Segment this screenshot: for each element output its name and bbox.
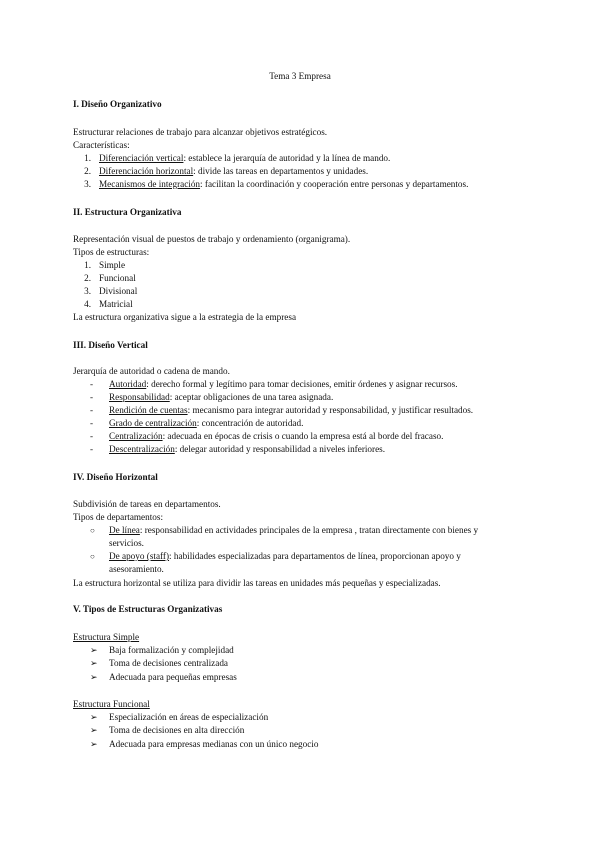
arrow-bullet-icon: ➢: [90, 739, 98, 749]
section-4-note: La estructura horizontal se utiliza para dividir las tareas en unidades más pequeñas y especializadas.: [73, 578, 441, 588]
list-item: [90, 738, 318, 751]
arrow-bullet-icon: ➢: [90, 672, 98, 682]
section-2-label: Tipos de estructuras:: [73, 247, 150, 257]
list-text: : mecanismo para integrar autoridad y responsabilidad, y justificar resultados.: [187, 405, 474, 415]
arrow-bullet-icon: ➢: [90, 658, 98, 668]
list-text: Adecuada para empresas medianas con un único negocio: [109, 739, 319, 749]
list-text: : concentración de autoridad.: [196, 418, 304, 428]
section-1-paragraph: Estructurar relaciones de trabajo para alcanzar objetivos estratégicos.: [73, 127, 328, 137]
list-item: [90, 550, 461, 563]
dash-bullet: -: [90, 379, 94, 389]
section-3-paragraph: Jerarquía de autoridad o cadena de mando.: [73, 366, 230, 376]
list-item: [90, 391, 333, 404]
section-2-heading: II. Estructura Organizativa: [73, 207, 182, 217]
list-item: [73, 298, 133, 311]
list-text: : facilitan la coordinación y cooperación entre personas y departamentos.: [200, 179, 469, 189]
list-text: Especialización en áreas de especialización: [109, 712, 269, 722]
section-3-heading: III. Diseño Vertical: [73, 340, 148, 350]
list-item: [90, 711, 268, 724]
list-item: [73, 165, 368, 178]
dash-bullet: -: [90, 418, 94, 428]
list-text: Adecuada para pequeñas empresas: [109, 672, 237, 682]
subsection-funcional-label: Estructura Funcional: [73, 699, 150, 709]
list-item: [90, 378, 458, 391]
section-4-paragraph: Subdivisión de tareas en departamentos.: [73, 499, 221, 509]
list-text: Funcional: [99, 273, 136, 283]
list-number: 2.: [84, 273, 91, 283]
dash-bullet: -: [90, 392, 94, 402]
list-item: [90, 671, 237, 684]
section-4-label: Tipos de departamentos:: [73, 512, 163, 522]
list-number: 3.: [84, 179, 91, 189]
list-term: Grado de centralización: [109, 418, 197, 428]
list-term: De línea: [109, 525, 140, 535]
list-text: : adecuada en épocas de crisis o cuando la empresa está al borde del fracaso.: [162, 431, 444, 441]
list-item: [90, 657, 228, 670]
arrow-bullet-icon: ➢: [90, 725, 98, 735]
list-item-continuation: servicios.: [109, 538, 144, 548]
list-item: [90, 644, 234, 657]
list-item: [90, 524, 478, 537]
dash-bullet: -: [90, 431, 94, 441]
list-item-continuation: asesoramiento.: [109, 564, 164, 574]
list-term: Diferenciación horizontal: [99, 166, 194, 176]
list-term: Diferenciación vertical: [99, 153, 184, 163]
list-term: De apoyo (staff): [109, 551, 170, 561]
list-item: [73, 259, 125, 272]
list-text: : divide las tareas en departamentos y unidades.: [193, 166, 369, 176]
list-item: [73, 152, 390, 165]
list-term: Responsabilidad: [109, 392, 170, 402]
list-item: [90, 404, 473, 417]
list-number: 1.: [84, 153, 91, 163]
list-number: 1.: [84, 260, 91, 270]
list-text: : responsabilidad en actividades principales de la empresa , tratan directamente con bienes y: [139, 525, 479, 535]
list-number: 3.: [84, 286, 91, 296]
dash-bullet: -: [90, 444, 94, 454]
list-text: Baja formalización y complejidad: [109, 645, 234, 655]
section-1-label: Características:: [73, 140, 130, 150]
list-text: Simple: [99, 260, 126, 270]
list-item: [90, 430, 443, 443]
arrow-bullet-icon: ➢: [90, 712, 98, 722]
list-item: [90, 443, 385, 456]
list-text: : establece la jerarquía de autoridad y la línea de mando.: [183, 153, 391, 163]
section-1-heading: I. Diseño Organizativo: [73, 99, 162, 109]
section-2-note: La estructura organizativa sigue a la estrategia de la empresa: [73, 312, 297, 322]
dash-bullet: -: [90, 405, 94, 415]
list-text: Toma de decisiones en alta dirección: [109, 725, 245, 735]
document-title: Tema 3 Empresa: [269, 71, 331, 81]
list-term: Autoridad: [109, 379, 147, 389]
list-item: [90, 724, 244, 737]
list-item: [73, 272, 136, 285]
list-text: Divisional: [99, 286, 138, 296]
list-text: : habilidades especializadas para departamentos de línea, proporcionan apoyo y: [169, 551, 461, 561]
section-4-heading: IV. Diseño Horizontal: [73, 472, 158, 482]
circle-bullet: ○: [90, 552, 95, 561]
list-number: 4.: [84, 299, 91, 309]
list-item: [73, 285, 137, 298]
section-5-heading: V. Tipos de Estructuras Organizativas: [73, 604, 223, 614]
list-text: : delegar autoridad y responsabilidad a niveles inferiores.: [174, 444, 386, 454]
list-term: Mecanismos de integración: [99, 179, 201, 189]
list-item: [90, 417, 303, 430]
list-term: Centralización: [109, 431, 163, 441]
list-item: [73, 178, 468, 191]
section-2-paragraph: Representación visual de puestos de trabajo y ordenamiento (organigrama).: [73, 234, 351, 244]
list-term: Rendición de cuentas: [109, 405, 188, 415]
list-number: 2.: [84, 166, 91, 176]
subsection-simple-label: Estructura Simple: [73, 632, 140, 642]
arrow-bullet-icon: ➢: [90, 645, 98, 655]
list-term: Descentralización: [109, 444, 175, 454]
list-text: : derecho formal y legítimo para tomar decisiones, emitir órdenes y asignar recursos.: [146, 379, 458, 389]
list-text: : aceptar obligaciones de una tarea asignada.: [169, 392, 334, 402]
list-text: Matricial: [99, 299, 133, 309]
circle-bullet: ○: [90, 526, 95, 535]
list-text: Toma de decisiones centralizada: [109, 658, 228, 668]
